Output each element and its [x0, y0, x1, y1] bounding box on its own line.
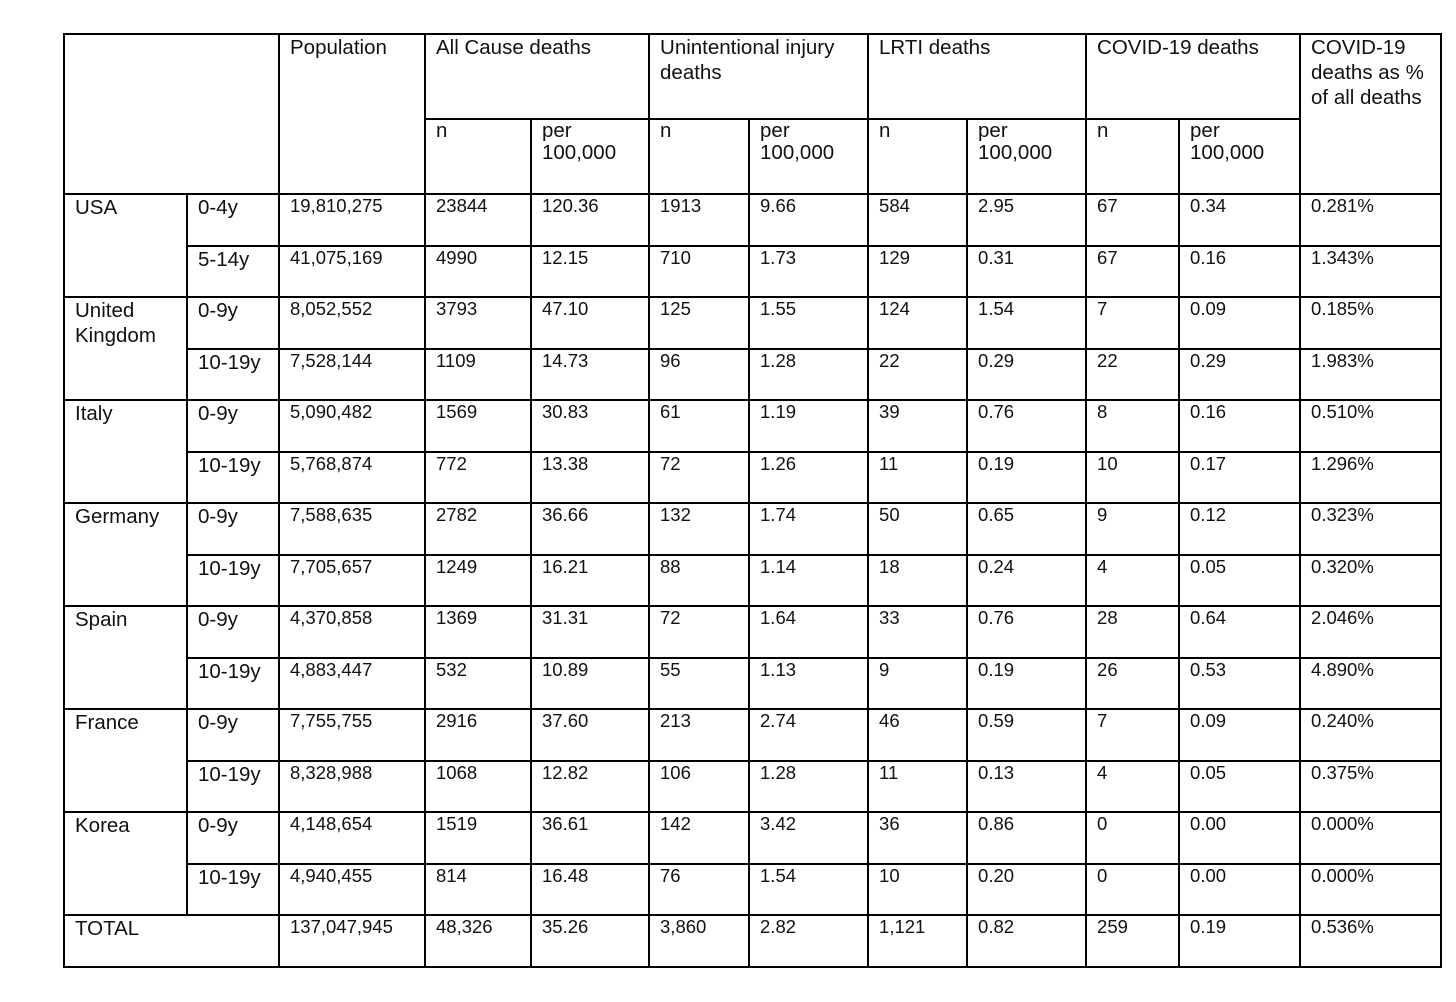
lrti-n-cell: 46 — [868, 709, 967, 761]
covid-n-cell: 9 — [1086, 503, 1179, 555]
population-cell: 7,755,755 — [279, 709, 425, 761]
unint-per-cell: 3.42 — [749, 812, 868, 864]
covid-per-cell: 0.05 — [1179, 761, 1300, 813]
covid-n-cell: 26 — [1086, 658, 1179, 710]
age-cell: 0-9y — [187, 606, 279, 658]
unint-n-cell: 125 — [649, 297, 749, 349]
subheader-per: per 100,000 — [749, 119, 868, 194]
lrti-per-cell: 0.65 — [967, 503, 1086, 555]
total-row — [64, 915, 1441, 967]
covid-n-cell: 28 — [1086, 606, 1179, 658]
table-row — [64, 812, 1441, 864]
unint-n-cell: 213 — [649, 709, 749, 761]
age-cell: 0-9y — [187, 297, 279, 349]
header-population: Population — [279, 34, 425, 194]
unint-per-cell: 1.73 — [749, 246, 868, 298]
population-cell: 41,075,169 — [279, 246, 425, 298]
all-n-cell: 532 — [425, 658, 531, 710]
unint-per-cell: 1.26 — [749, 452, 868, 504]
unint-per-cell: 2.74 — [749, 709, 868, 761]
table-row — [64, 246, 1441, 298]
unint-n-cell: 55 — [649, 658, 749, 710]
country-cell: France — [64, 709, 187, 812]
subheader-per: per 100,000 — [967, 119, 1086, 194]
population-cell: 7,528,144 — [279, 349, 425, 401]
table-row — [64, 606, 1441, 658]
covid-pct-cell: 0.000% — [1300, 864, 1441, 916]
covid-per-cell: 0.64 — [1179, 606, 1300, 658]
age-cell: 0-9y — [187, 709, 279, 761]
unint-per-cell: 1.28 — [749, 349, 868, 401]
covid-per-cell: 0.09 — [1179, 709, 1300, 761]
all-per-cell: 14.73 — [531, 349, 649, 401]
lrti-n-cell: 39 — [868, 400, 967, 452]
table-header — [64, 34, 1441, 194]
header-unintentional: Unintentional injury deaths — [649, 34, 868, 119]
covid-pct-cell: 0.185% — [1300, 297, 1441, 349]
lrti-n-cell: 18 — [868, 555, 967, 607]
lrti-n-cell: 129 — [868, 246, 967, 298]
table-row — [64, 297, 1441, 349]
lrti-per-cell: 0.31 — [967, 246, 1086, 298]
table-row — [64, 658, 1441, 710]
all-n-cell: 23844 — [425, 194, 531, 246]
unint-n-cell: 72 — [649, 452, 749, 504]
unint-per-cell: 1.64 — [749, 606, 868, 658]
covid-n-cell: 8 — [1086, 400, 1179, 452]
header-covid-pct: COVID-19 deaths as % of all deaths — [1300, 34, 1441, 194]
covid-pct-cell: 2.046% — [1300, 606, 1441, 658]
covid-pct-cell: 0.320% — [1300, 555, 1441, 607]
unint-per-cell: 2.82 — [749, 915, 868, 967]
all-n-cell: 3793 — [425, 297, 531, 349]
lrti-per-cell: 1.54 — [967, 297, 1086, 349]
country-cell: Italy — [64, 400, 187, 503]
unint-n-cell: 88 — [649, 555, 749, 607]
all-per-cell: 36.66 — [531, 503, 649, 555]
table-row — [64, 503, 1441, 555]
population-cell: 5,090,482 — [279, 400, 425, 452]
subheader-n: n — [649, 119, 749, 194]
country-cell: Spain — [64, 606, 187, 709]
unint-per-cell: 1.74 — [749, 503, 868, 555]
lrti-per-cell: 0.76 — [967, 400, 1086, 452]
lrti-per-cell: 0.13 — [967, 761, 1086, 813]
subheader-n: n — [1086, 119, 1179, 194]
unint-per-cell: 1.55 — [749, 297, 868, 349]
unint-n-cell: 142 — [649, 812, 749, 864]
covid-per-cell: 0.05 — [1179, 555, 1300, 607]
lrti-n-cell: 22 — [868, 349, 967, 401]
age-cell: 10-19y — [187, 555, 279, 607]
covid-n-cell: 10 — [1086, 452, 1179, 504]
unint-per-cell: 1.54 — [749, 864, 868, 916]
all-n-cell: 1569 — [425, 400, 531, 452]
population-cell: 4,370,858 — [279, 606, 425, 658]
lrti-n-cell: 11 — [868, 452, 967, 504]
covid-n-cell: 0 — [1086, 812, 1179, 864]
all-n-cell: 4990 — [425, 246, 531, 298]
lrti-n-cell: 584 — [868, 194, 967, 246]
subheader-n: n — [868, 119, 967, 194]
unint-n-cell: 710 — [649, 246, 749, 298]
population-cell: 4,940,455 — [279, 864, 425, 916]
lrti-n-cell: 36 — [868, 812, 967, 864]
age-cell: 0-9y — [187, 503, 279, 555]
all-per-cell: 16.48 — [531, 864, 649, 916]
mortality-table — [63, 33, 1442, 968]
unint-n-cell: 96 — [649, 349, 749, 401]
subheader-n: n — [425, 119, 531, 194]
country-cell: USA — [64, 194, 187, 297]
covid-per-cell: 0.29 — [1179, 349, 1300, 401]
all-per-cell: 35.26 — [531, 915, 649, 967]
age-cell: 0-4y — [187, 194, 279, 246]
age-cell: 10-19y — [187, 864, 279, 916]
all-n-cell: 1519 — [425, 812, 531, 864]
all-per-cell: 13.38 — [531, 452, 649, 504]
header-all-cause: All Cause deaths — [425, 34, 649, 119]
lrti-n-cell: 1,121 — [868, 915, 967, 967]
header-covid: COVID-19 deaths — [1086, 34, 1300, 119]
all-n-cell: 2916 — [425, 709, 531, 761]
covid-n-cell: 7 — [1086, 297, 1179, 349]
unint-per-cell: 1.14 — [749, 555, 868, 607]
all-per-cell: 12.15 — [531, 246, 649, 298]
country-cell: Korea — [64, 812, 187, 915]
covid-n-cell: 259 — [1086, 915, 1179, 967]
table-row — [64, 761, 1441, 813]
all-per-cell: 10.89 — [531, 658, 649, 710]
covid-pct-cell: 0.536% — [1300, 915, 1441, 967]
lrti-n-cell: 9 — [868, 658, 967, 710]
table-row — [64, 194, 1441, 246]
covid-n-cell: 4 — [1086, 555, 1179, 607]
all-per-cell: 120.36 — [531, 194, 649, 246]
covid-per-cell: 0.17 — [1179, 452, 1300, 504]
all-per-cell: 12.82 — [531, 761, 649, 813]
lrti-per-cell: 0.86 — [967, 812, 1086, 864]
header-lrti: LRTI deaths — [868, 34, 1086, 119]
unint-n-cell: 3,860 — [649, 915, 749, 967]
covid-per-cell: 0.34 — [1179, 194, 1300, 246]
unint-per-cell: 1.13 — [749, 658, 868, 710]
all-per-cell: 30.83 — [531, 400, 649, 452]
age-cell: 0-9y — [187, 400, 279, 452]
all-n-cell: 814 — [425, 864, 531, 916]
covid-per-cell: 0.00 — [1179, 864, 1300, 916]
covid-per-cell: 0.53 — [1179, 658, 1300, 710]
unint-n-cell: 132 — [649, 503, 749, 555]
covid-n-cell: 0 — [1086, 864, 1179, 916]
table-body — [64, 194, 1441, 967]
lrti-per-cell: 0.19 — [967, 658, 1086, 710]
all-n-cell: 1249 — [425, 555, 531, 607]
covid-pct-cell: 4.890% — [1300, 658, 1441, 710]
population-cell: 5,768,874 — [279, 452, 425, 504]
covid-pct-cell: 0.281% — [1300, 194, 1441, 246]
unint-per-cell: 1.28 — [749, 761, 868, 813]
age-cell: 0-9y — [187, 812, 279, 864]
unint-n-cell: 72 — [649, 606, 749, 658]
age-cell: 10-19y — [187, 761, 279, 813]
population-cell: 7,588,635 — [279, 503, 425, 555]
lrti-per-cell: 0.29 — [967, 349, 1086, 401]
lrti-per-cell: 0.76 — [967, 606, 1086, 658]
covid-per-cell: 0.19 — [1179, 915, 1300, 967]
covid-per-cell: 0.16 — [1179, 246, 1300, 298]
lrti-per-cell: 0.19 — [967, 452, 1086, 504]
covid-n-cell: 4 — [1086, 761, 1179, 813]
covid-pct-cell: 0.510% — [1300, 400, 1441, 452]
covid-per-cell: 0.09 — [1179, 297, 1300, 349]
all-n-cell: 1369 — [425, 606, 531, 658]
lrti-n-cell: 10 — [868, 864, 967, 916]
header-blank — [64, 34, 279, 194]
covid-pct-cell: 0.323% — [1300, 503, 1441, 555]
age-cell: 10-19y — [187, 658, 279, 710]
table-row — [64, 709, 1441, 761]
all-per-cell: 36.61 — [531, 812, 649, 864]
age-cell: 10-19y — [187, 452, 279, 504]
covid-per-cell: 0.12 — [1179, 503, 1300, 555]
covid-pct-cell: 1.343% — [1300, 246, 1441, 298]
population-cell: 8,328,988 — [279, 761, 425, 813]
table-row — [64, 555, 1441, 607]
table-row — [64, 452, 1441, 504]
lrti-n-cell: 124 — [868, 297, 967, 349]
country-cell: United Kingdom — [64, 297, 187, 400]
unint-per-cell: 1.19 — [749, 400, 868, 452]
table-row — [64, 349, 1441, 401]
population-cell: 4,148,654 — [279, 812, 425, 864]
age-cell: 10-19y — [187, 349, 279, 401]
population-cell: 4,883,447 — [279, 658, 425, 710]
all-per-cell: 47.10 — [531, 297, 649, 349]
country-cell: Germany — [64, 503, 187, 606]
unint-n-cell: 61 — [649, 400, 749, 452]
covid-pct-cell: 0.240% — [1300, 709, 1441, 761]
total-label: TOTAL — [64, 915, 279, 967]
table-row — [64, 400, 1441, 452]
lrti-per-cell: 0.20 — [967, 864, 1086, 916]
unint-n-cell: 1913 — [649, 194, 749, 246]
all-n-cell: 48,326 — [425, 915, 531, 967]
lrti-per-cell: 0.82 — [967, 915, 1086, 967]
age-cell: 5-14y — [187, 246, 279, 298]
covid-pct-cell: 0.000% — [1300, 812, 1441, 864]
table-row — [64, 864, 1441, 916]
population-cell: 19,810,275 — [279, 194, 425, 246]
covid-n-cell: 22 — [1086, 349, 1179, 401]
all-n-cell: 1109 — [425, 349, 531, 401]
covid-pct-cell: 1.983% — [1300, 349, 1441, 401]
covid-n-cell: 67 — [1086, 194, 1179, 246]
population-cell: 137,047,945 — [279, 915, 425, 967]
population-cell: 8,052,552 — [279, 297, 425, 349]
unint-n-cell: 106 — [649, 761, 749, 813]
all-per-cell: 37.60 — [531, 709, 649, 761]
covid-n-cell: 7 — [1086, 709, 1179, 761]
unint-n-cell: 76 — [649, 864, 749, 916]
unint-per-cell: 9.66 — [749, 194, 868, 246]
all-per-cell: 16.21 — [531, 555, 649, 607]
lrti-n-cell: 11 — [868, 761, 967, 813]
lrti-n-cell: 33 — [868, 606, 967, 658]
all-n-cell: 1068 — [425, 761, 531, 813]
subheader-per: per 100,000 — [1179, 119, 1300, 194]
subheader-per: per 100,000 — [531, 119, 649, 194]
covid-n-cell: 67 — [1086, 246, 1179, 298]
covid-pct-cell: 1.296% — [1300, 452, 1441, 504]
all-n-cell: 772 — [425, 452, 531, 504]
lrti-per-cell: 0.24 — [967, 555, 1086, 607]
covid-pct-cell: 0.375% — [1300, 761, 1441, 813]
lrti-per-cell: 0.59 — [967, 709, 1086, 761]
all-per-cell: 31.31 — [531, 606, 649, 658]
lrti-n-cell: 50 — [868, 503, 967, 555]
all-n-cell: 2782 — [425, 503, 531, 555]
population-cell: 7,705,657 — [279, 555, 425, 607]
covid-per-cell: 0.00 — [1179, 812, 1300, 864]
covid-per-cell: 0.16 — [1179, 400, 1300, 452]
lrti-per-cell: 2.95 — [967, 194, 1086, 246]
